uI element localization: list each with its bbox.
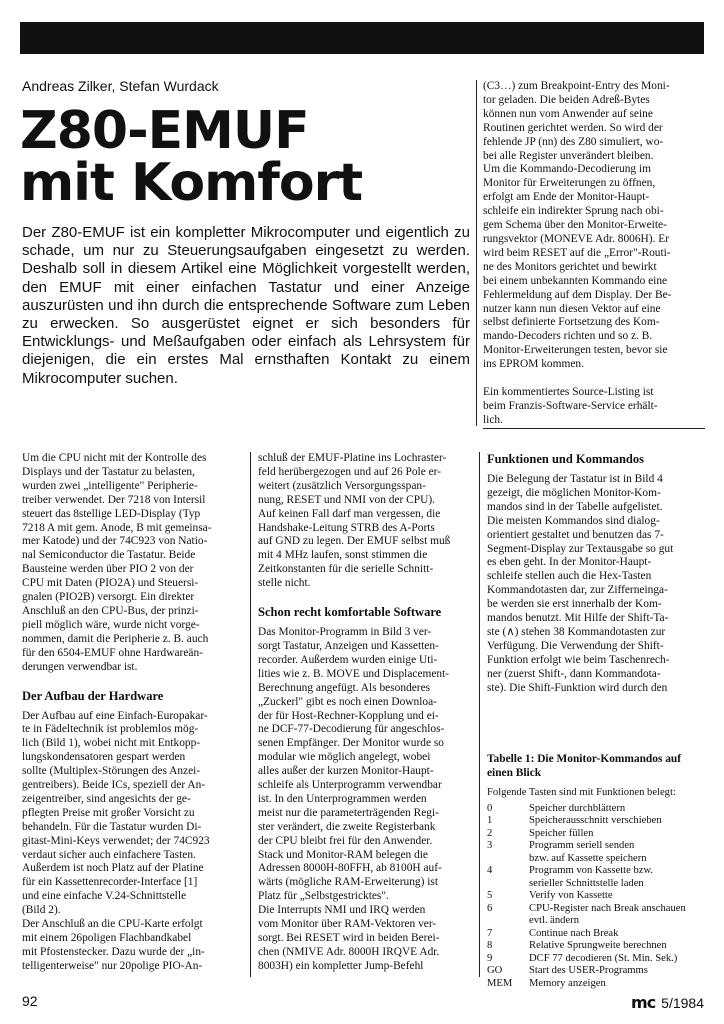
table-title-line-1: Tabelle 1: Die Monitor-Kommandos auf xyxy=(487,752,682,765)
col1-p1-line: Anschluß an den CPU-Bus, der prinzi- xyxy=(22,604,199,617)
col1-p2-line: für ein Kassettenrecorder-Interface [1] xyxy=(22,876,198,889)
article-lead: Der Z80-EMUF ist ein kompletter Mikrocomputer und eigentlich zu schade, um nur zu Steuerungsaufgaben eingesetzt zu werden. Deshalb soll in diesem Artikel eine Möglichkeit vorgestellt werden, den EMUF mit einer einfachen Tastatur und einer Anzeige auszurüsten und ihn durch die entsprechende Software zum Leben zu erwecken. So ausgerüstet eignet er sich besonders für Entwicklungs- und Meßaufgaben oder einfach als Lehrsystem für diejenigen, die ein erstes Mal ernsthaften Kontakt zu einem Mikrocomputer suchen. xyxy=(22,224,470,387)
body-column-3 xyxy=(487,452,707,990)
table-row xyxy=(487,815,707,828)
col2-p2-line: sorgt. Bei RESET wird in beiden Berei- xyxy=(258,932,440,944)
table-row xyxy=(487,978,707,991)
table-description: Verify von Kassette xyxy=(529,890,613,901)
page-number: 92 xyxy=(22,993,38,1009)
col2-p2-line: ne DCF-77-Decodierung für angeschlos- xyxy=(258,723,445,736)
right-top-line: Routinen gerichtet werden. So wird der xyxy=(483,121,663,134)
right-top-line: ne des Monitors gerichtet und bewirkt xyxy=(483,260,657,273)
col2-p2-line: sorgt Tastatur, Anzeigen und Kassetten- xyxy=(258,639,439,652)
col3-p1-line: ste). Die Shift-Funktion wird durch den xyxy=(487,681,668,694)
col1-p2-line: Der Aufbau auf eine Einfach-Europakar- xyxy=(22,709,208,722)
col2-p2-line: Stack und Monitor-RAM belegen die xyxy=(258,848,428,861)
col2-p2-line: „Zuckerl" gibt es noch einen Downloa- xyxy=(258,695,437,708)
col1-p1-line: mer Katode) und der 74C923 von Natio- xyxy=(22,535,208,548)
table-description: Speicher durchblättern xyxy=(529,802,626,814)
right-column-paragraph xyxy=(483,80,703,372)
table-row xyxy=(487,903,707,916)
table-key xyxy=(487,915,529,928)
table-key: 2 xyxy=(487,827,493,839)
col1-p2-line: Der Anschluß an die CPU-Karte erfolgt xyxy=(22,918,203,931)
right-top-line: (C3…) zum Breakpoint-Entry des Moni- xyxy=(483,80,670,92)
right-top-line: schleife ein indirekter Sprung nach obi- xyxy=(483,205,664,218)
right-top-line: mando-Decoders richten und so z. B. xyxy=(483,330,653,343)
col2-p1-line: feld herübergezogen und auf 26 Pole er- xyxy=(258,465,442,478)
mc-logo: mc xyxy=(631,993,656,1012)
command-table xyxy=(487,803,707,991)
right-note-line: beim Franzis-Software-Service erhält- xyxy=(483,399,658,412)
col3-p1-line: ste (∧) stehen 38 Kommandotasten zur xyxy=(487,625,666,638)
table-description: bzw. auf Kassette speichern xyxy=(529,852,647,864)
right-column-note xyxy=(483,386,703,428)
table-key: 3 xyxy=(487,840,493,851)
col1-p2-line: lungskondensatoren gespart werden xyxy=(22,751,186,764)
col2-p2-line: Berechnung angefügt. Als besonderes xyxy=(258,681,431,694)
table-description: Relative Sprungweite berechnen xyxy=(529,940,667,951)
col3-p1-line: ner (zuerst Shift-, dann Kommandota- xyxy=(487,667,661,680)
right-column-top xyxy=(483,80,703,428)
article-title xyxy=(20,101,460,213)
col2-p1-line: Zeitkonstanten für die serielle Schnitt- xyxy=(258,563,434,576)
col1-p2-line: und eine einfache V.24-Schnittstelle xyxy=(22,890,187,903)
col2-p2-line: Das Monitor-Programm in Bild 3 ver- xyxy=(258,626,432,639)
table-description: Speicher füllen xyxy=(529,827,594,839)
body-column-2 xyxy=(258,452,476,974)
table-description: CPU-Register nach Break anschauen xyxy=(529,902,686,914)
col2-p1-line: schluß der EMUF-Platine ins Lochraster- xyxy=(258,452,447,464)
col1-p2-line: te in Fädeltechnik ist problemlos mög- xyxy=(22,723,199,736)
col2-p1-line: weitert (zusätzlich Versorgungsspan- xyxy=(258,479,426,492)
col1-p1-line: steuert das 8stellige LED-Display (Typ xyxy=(22,507,201,520)
table-description: serieller Schnittstelle laden xyxy=(529,877,644,889)
col1-p2-line: mit Pfostenstecker. Dazu wurde der „in- xyxy=(22,945,205,958)
table-key: 1 xyxy=(487,815,493,826)
right-top-line: rungsvektor (MONEVE Adr. 8006H). Er xyxy=(483,232,670,245)
right-top-line: ins EPROM kommen. xyxy=(483,358,584,371)
col3-p1-line: Kommandotasten dar, zur Zifferneinga- xyxy=(487,584,668,597)
right-top-line: fehlende JP (nn) des Z80 simuliert, wo- xyxy=(483,135,664,148)
col3-p1-line: Die meisten Kommandos sind dialog- xyxy=(487,514,660,527)
col1-p1-line: derungen verwendbar ist. xyxy=(22,660,138,673)
col2-p2-line: Adressen 8000H-80FFH, ab 8100H auf- xyxy=(258,862,442,875)
section-divider-right xyxy=(483,428,705,429)
column-divider-top xyxy=(476,80,477,426)
col2-p2-line: der CPU bleibt frei für den Anwender. xyxy=(258,834,433,847)
right-top-line: bei einem unbekannten Kommando eine xyxy=(483,274,668,287)
col1-p2-line: gentreibers). Beide ICs, speziell der An- xyxy=(22,779,206,792)
table-row xyxy=(487,890,707,903)
right-top-line: Um die Kommando-Decodierung im xyxy=(483,163,651,176)
col3-p1-line: mandos benutzt. Mit Hilfe der Shift-Ta- xyxy=(487,612,669,625)
right-top-line: tor geladen. Die beiden Adreß-Bytes xyxy=(483,93,650,106)
right-note-line: lich. xyxy=(483,413,503,426)
table-row xyxy=(487,865,707,878)
table-description: Start des USER-Programms xyxy=(529,965,648,976)
table-key: 6 xyxy=(487,902,493,914)
table-key: MEM xyxy=(487,977,513,989)
table-description: Speicherausschnitt verschieben xyxy=(529,815,662,826)
col2-p2-line: recorder. Außerdem wurden einige Uti- xyxy=(258,653,438,666)
column-divider-1 xyxy=(250,452,251,977)
table-description: evtl. ändern xyxy=(529,915,580,926)
col3-p1-line: orientiert gestaltet und benutzen das 7- xyxy=(487,528,664,541)
col3-p1-line: gezeigt, die möglichen Monitor-Kom- xyxy=(487,486,661,499)
col3-p1-line: es eben geht. In der Monitor-Haupt- xyxy=(487,556,652,569)
col1-p2-line: lich (Bild 1), wobei nicht mit Entkopp- xyxy=(22,737,201,750)
col1-p1-line: CPU mit Daten (PIO2A) und Steuersi- xyxy=(22,577,199,590)
table-description: Programm von Kassette bzw. xyxy=(529,865,654,876)
issue-label: 5/1984 xyxy=(661,994,704,1011)
col2-p2-line: alles außer der kurzen Monitor-Haupt- xyxy=(258,765,434,778)
table-row xyxy=(487,940,707,953)
right-top-line: können nun vom Anwender auf seine xyxy=(483,107,653,120)
col3-p1-line: Funktion erfolgt wie beim Taschenrech- xyxy=(487,653,670,666)
col2-p2-line: lities wie z. B. MOVE und Displacement- xyxy=(258,667,450,680)
right-top-line: gem Schema über den Monitor-Erweite- xyxy=(483,219,667,232)
section-heading-software: Schon recht komfortable Software xyxy=(258,605,442,620)
table-row xyxy=(487,928,707,941)
col2-p2-line: Die Interrupts NMI und IRQ werden xyxy=(258,904,426,917)
table-description: Continue nach Break xyxy=(529,927,619,939)
table-row xyxy=(487,853,707,866)
col1-p2-line: telligenterweise" nur 20polige PIO-An- xyxy=(22,959,203,972)
table-row xyxy=(487,878,707,891)
table-key: GO xyxy=(487,965,503,976)
table-key: 5 xyxy=(487,890,493,901)
col2-p2-line: meist nur die parameterträgenden Regi- xyxy=(258,806,439,819)
col1-p1-line: treiber verwendet. Der 7218 von Intersil xyxy=(22,493,206,506)
title-line-1: Z80-EMUF xyxy=(20,101,309,161)
col2-p2-line: der für Host-Rechner-Kopplung und ei- xyxy=(258,709,439,722)
col1-p1-line: Displays und der Tastatur zu belasten, xyxy=(22,465,195,478)
col1-p2-line: (Bild 2). xyxy=(22,904,61,917)
col1-p2-line: mit einem 26poligen Flachbandkabel xyxy=(22,932,192,944)
column-2-paragraph xyxy=(258,452,476,591)
col3-p1-line: schleife stellen auch die Hex-Tasten xyxy=(487,570,652,583)
col1-p1-line: 7218 A mit gem. Anode, B mit gemeinsa- xyxy=(22,521,212,534)
col1-p1-line: piell möglich wäre, wurde nicht vorge- xyxy=(22,618,200,631)
col2-p2-line: wärts (mögliche RAM-Erweiterung) ist xyxy=(258,876,438,889)
section-heading-functions: Funktionen und Kommandos xyxy=(487,452,645,466)
column-1-paragraph-2 xyxy=(22,710,247,974)
col2-p1-line: nung, RESET und NMI von der CPU). xyxy=(258,493,435,506)
right-top-line: Fehlermeldung auf dem Display. Der Be- xyxy=(483,288,672,301)
col3-p1-line: be werden sie erst innerhalb der Kom- xyxy=(487,598,662,611)
col2-p2-line: ist. In den Unterprogrammen werden xyxy=(258,792,427,805)
col2-p2-line: 8003H) ein kompletter Jump-Befehl xyxy=(258,959,424,972)
body-column-1 xyxy=(22,452,247,974)
col1-p1-line: wurden zwei „intelligente" Peripherie- xyxy=(22,479,198,492)
col3-p1-line: Verfügung. Die Verwendung der Shift- xyxy=(487,639,664,652)
column-3-paragraph xyxy=(487,473,707,696)
col2-p2-line: schleife als Unterprogramm verwendbar xyxy=(258,779,442,792)
table-description: Memory anzeigen xyxy=(529,977,606,989)
col2-p1-line: Auf keinen Fall darf man vergessen, die xyxy=(258,507,441,520)
column-1-paragraph xyxy=(22,452,247,675)
table-description: DCF 77 decodieren (St. Min. Sek.) xyxy=(529,952,678,964)
table-row xyxy=(487,840,707,853)
col2-p1-line: auf GND zu legen. Der EMUF selbst muß xyxy=(258,535,451,548)
col1-p2-line: behandeln. Für die Tastatur wurden Di- xyxy=(22,820,202,833)
col2-p2-line: chen (NMIVE Adr. 8000H IRQVE Adr. xyxy=(258,945,440,958)
col3-p1-line: mandos sind in der Tabelle aufgelistet. xyxy=(487,500,663,513)
col2-p2-line: ster verändert, die zweite Registerbank xyxy=(258,820,436,833)
table-key: 8 xyxy=(487,940,493,951)
table-row xyxy=(487,953,707,966)
right-top-line: selbst definierte Fortsetzung des Kom- xyxy=(483,316,660,329)
right-top-line: erfolgt am Ende der Monitor-Haupt- xyxy=(483,191,650,204)
col1-p2-line: Außerdem ist noch Platz auf der Platine xyxy=(22,862,204,875)
col3-p1-line: Segment-Display zur Textausgabe so gut xyxy=(487,542,674,555)
article-authors: Andreas Zilker, Stefan Wurdack xyxy=(22,78,219,94)
column-2-paragraph-2 xyxy=(258,626,476,974)
table-1 xyxy=(487,752,707,991)
table-row xyxy=(487,828,707,841)
col1-p1-line: nommen, damit die Peripherie z. B. auch xyxy=(22,632,209,645)
column-divider-2 xyxy=(479,452,480,977)
table-description: Programm seriell senden xyxy=(529,840,635,851)
section-heading-hardware: Der Aufbau der Hardware xyxy=(22,688,164,703)
right-top-line: Monitor-Erweiterungen testen, bevor sie xyxy=(483,344,668,357)
table-title-line-2: einen Blick xyxy=(487,766,542,779)
right-top-line: wird beim RESET auf die „Error"-Routi- xyxy=(483,246,671,259)
col1-p2-line: verdaut sicher auch einfachere Tasten. xyxy=(22,848,196,861)
col1-p2-line: pflegten Preise mit großer Vorsicht zu xyxy=(22,806,195,819)
col2-p2-line: modular wie möglich angelegt, wobei xyxy=(258,751,431,764)
right-top-line: nutzer kann nun diesen Vektor auf eine xyxy=(483,302,661,315)
col1-p1-line: gnalen (PIO2B) versorgt. Ein direkter xyxy=(22,591,195,604)
table-key xyxy=(487,878,529,891)
col3-p1-line: Die Belegung der Tastatur ist in Bild 4 xyxy=(487,473,663,485)
col2-p1-line: mit 4 MHz laufen, sonst stimmen die xyxy=(258,549,428,562)
col2-p2-line: Platz für „Selbstgestricktes". xyxy=(258,890,389,903)
table-row xyxy=(487,915,707,928)
col1-p2-line: sollte (Multiplex-Störungen des Anzei- xyxy=(22,765,201,778)
col2-p1-line: stelle nicht. xyxy=(258,577,311,590)
table-row xyxy=(487,965,707,978)
col1-p1-line: Bausteine werden über PIO 2 von der xyxy=(22,563,194,576)
title-line-2: mit Komfort xyxy=(20,153,363,213)
col2-p2-line: senen Empfänger. Der Monitor wurde so xyxy=(258,737,444,750)
col2-p1-line: Handshake-Leitung STRB des A-Ports xyxy=(258,521,435,534)
table-intro: Folgende Tasten sind mit Funktionen belegt: xyxy=(487,786,676,798)
table-row xyxy=(487,803,707,816)
right-note-line: Ein kommentiertes Source-Listing ist xyxy=(483,386,654,399)
table-key: 9 xyxy=(487,952,493,964)
col1-p2-line: gitast-Mini-Keys verwendet; der 74C923 xyxy=(22,834,210,847)
table-key: 4 xyxy=(487,865,493,876)
col2-p2-line: vom Monitor über RAM-Vektoren ver- xyxy=(258,918,437,931)
header-bar xyxy=(20,22,704,54)
right-top-line: Monitor für Erweiterungen zu öffnen, xyxy=(483,177,656,190)
col1-p1-line: für den 6504-EMUF ohne Hardwareän- xyxy=(22,646,203,659)
col1-p1-line: nal Semiconductor die Tastatur. Beide xyxy=(22,549,196,562)
table-key xyxy=(487,853,529,866)
right-top-line: bei alle Register unverändert bleiben. xyxy=(483,149,654,162)
col1-p1-line: Um die CPU nicht mit der Kontrolle des xyxy=(22,452,207,464)
footer-issue xyxy=(631,993,704,1012)
table-key: 7 xyxy=(487,927,493,939)
col1-p2-line: zeigentreiber, sind angesichts der ge- xyxy=(22,792,191,805)
table-key: 0 xyxy=(487,802,493,814)
